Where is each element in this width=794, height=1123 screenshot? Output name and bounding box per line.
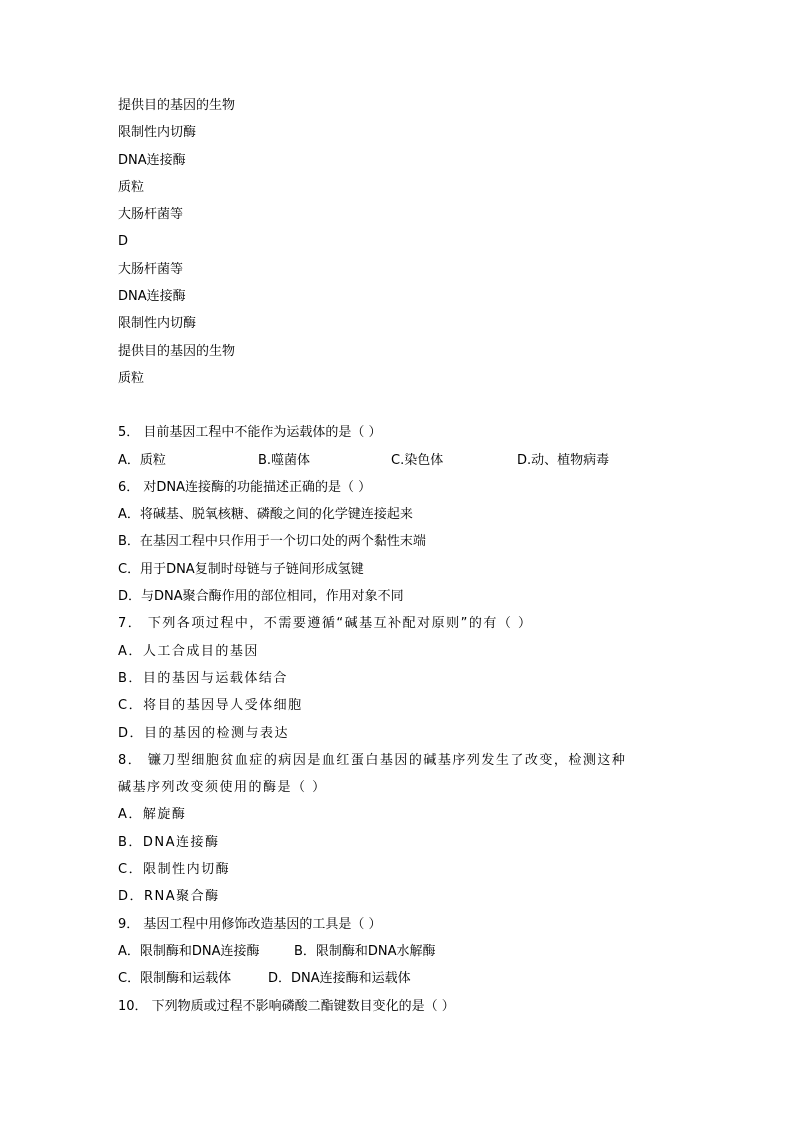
option-b: B.噬菌体 bbox=[258, 452, 311, 468]
option-c: C．限制酶和运载体 bbox=[118, 971, 232, 987]
list-item: D bbox=[118, 234, 129, 250]
list-item: 提供目的基因的生物 bbox=[118, 343, 236, 359]
option-b: B．DNA连接酶 bbox=[118, 834, 220, 850]
option-d: D．DNA连接酶和运载体 bbox=[268, 971, 411, 987]
list-item: 质粒 bbox=[118, 179, 145, 195]
option-b: B．限制酶和DNA水解酶 bbox=[294, 943, 436, 959]
question-9-options-row-1 bbox=[118, 938, 718, 965]
list-item: DNA连接酶 bbox=[118, 152, 186, 168]
blank-line bbox=[118, 392, 718, 419]
question-9-stem: 9． 基因工程中用修饰改造基因的工具是（ ） bbox=[118, 916, 382, 932]
list-item: 限制性内切酶 bbox=[118, 125, 197, 141]
option-c: C．将目的基因导人受体细胞 bbox=[118, 698, 303, 714]
list-item: DNA连接酶 bbox=[118, 289, 186, 305]
question-5-options bbox=[118, 447, 718, 474]
list-item: 大肠杆菌等 bbox=[118, 207, 184, 223]
question-5-stem: 5． 目前基因工程中不能作为运载体的是（ ） bbox=[118, 425, 382, 441]
list-item: 质粒 bbox=[118, 370, 145, 386]
option-a: A．质粒 bbox=[118, 452, 166, 468]
option-a: A．将碱基、脱氧核糖、磷酸之间的化学键连接起来 bbox=[118, 507, 413, 523]
option-c: C.染色体 bbox=[391, 452, 444, 468]
list-item: 提供目的基因的生物 bbox=[118, 98, 236, 113]
question-8-stem: 8． 镰刀型细胞贫血症的病因是血红蛋白基因的碱基序列发生了改变，检测这种 bbox=[118, 752, 627, 768]
option-b: B．目的基因与运载体结合 bbox=[118, 670, 288, 686]
option-c: C．限制性内切酶 bbox=[118, 862, 231, 878]
option-d: D．与DNA聚合酶作用的部位相同，作用对象不同 bbox=[118, 589, 404, 605]
option-d: D．目的基因的检测与表达 bbox=[118, 725, 290, 741]
question-8-stem-continued: 碱基序列改变须使用的酶是（ ） bbox=[118, 780, 327, 796]
option-d: D．RNA聚合酶 bbox=[118, 889, 220, 905]
option-d: D.动、植物病毒 bbox=[517, 452, 610, 468]
question-7-stem: 7． 下列各项过程中，不需要遵循“碱基互补配对原则”的有（ ） bbox=[118, 616, 533, 632]
option-b: B．在基因工程中只作用于一个切口处的两个黏性末端 bbox=[118, 534, 426, 550]
option-a: A．人工合成目的基因 bbox=[118, 643, 259, 659]
document-page bbox=[118, 92, 718, 1020]
question-9-options-row-2 bbox=[118, 965, 718, 992]
option-a: A．解旋酶 bbox=[118, 807, 187, 823]
option-a: A．限制酶和DNA连接酶 bbox=[118, 943, 260, 959]
question-6-stem: 6． 对DNA连接酶的功能描述正确的是（ ） bbox=[118, 479, 372, 495]
option-c: C．用于DNA复制时母链与子链间形成氢键 bbox=[118, 561, 364, 577]
list-item: 大肠杆菌等 bbox=[118, 261, 184, 277]
question-10-stem: 10． 下列物质或过程不影响磷酸二酯键数目变化的是（ ） bbox=[118, 998, 455, 1014]
list-item: 限制性内切酶 bbox=[118, 316, 197, 332]
